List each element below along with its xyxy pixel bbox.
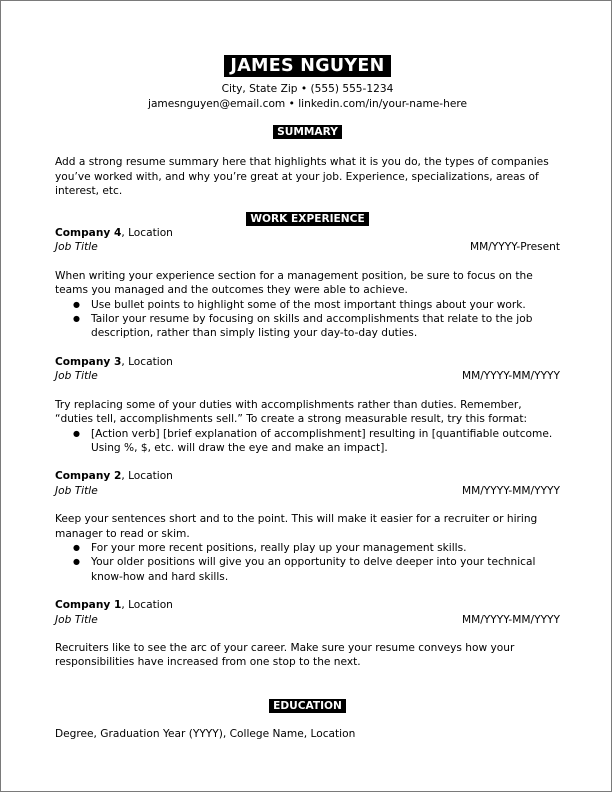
job-location: , Location <box>121 470 173 483</box>
education-heading-block <box>55 699 560 713</box>
job-entry <box>55 355 560 455</box>
job-title: Job Title <box>55 613 98 626</box>
job-company-line <box>55 469 560 483</box>
job-bullets <box>55 298 560 341</box>
job-company-line <box>55 355 560 369</box>
job-title-row <box>55 484 560 498</box>
resume-content <box>55 55 560 742</box>
job-description: When writing your experience section for a management position, be sure to focus on the teams you managed and the outcomes they were able to achieve. <box>55 269 533 297</box>
job-entry <box>55 598 560 670</box>
education-line: Degree, Graduation Year (YYYY), College Name, Location <box>55 728 356 741</box>
job-title-row <box>55 369 560 383</box>
contact-line-location-phone: City, State Zip • (555) 555-1234 <box>221 83 394 95</box>
job-bullet: ● Your older positions will give you an opportunity to delve deeper into your technical know-how and hard skills. <box>55 555 560 584</box>
job-dates: MM/YYYY-MM/YYYY <box>461 613 560 626</box>
job-dates: MM/YYYY-Present <box>469 241 560 254</box>
job-location: , Location <box>121 599 173 612</box>
job-company: Company 1 <box>55 599 122 612</box>
summary-heading-block <box>55 125 560 139</box>
summary-text: Add a strong resume summary here that highlights what it is you do, the types of companies you’ve worked with, and why you’re great at your job. Experience, specializations, areas of interest, etc. <box>55 156 549 198</box>
job-company-line <box>55 598 560 612</box>
job-dates: MM/YYYY-MM/YYYY <box>461 484 560 497</box>
summary-heading: SUMMARY <box>273 125 342 139</box>
job-entry <box>55 226 560 341</box>
name-block <box>55 55 560 79</box>
job-title-row <box>55 613 560 627</box>
job-company: Company 2 <box>55 470 122 483</box>
job-entry <box>55 469 560 584</box>
job-bullet: ● Use bullet points to highlight some of the most important things about your work. <box>55 298 560 312</box>
candidate-name: JAMES NGUYEN <box>224 55 390 77</box>
contact-line-email-linkedin: jamesnguyen@email.com • linkedin.com/in/your-name-here <box>148 97 467 110</box>
job-dates: MM/YYYY-MM/YYYY <box>461 370 560 383</box>
job-location: , Location <box>121 355 173 368</box>
job-description: Recruiters like to see the arc of your career. Make sure your resume conveys how your responsibilities have increased from one stop to the next. <box>55 641 515 669</box>
job-bullet: ● [Action verb] [brief explanation of accomplishment] resulting in [quantifiable outcome. Using %, $, etc. will draw the eye and make an impact]. <box>55 427 560 456</box>
education-heading: EDUCATION <box>269 699 346 713</box>
job-title: Job Title <box>55 370 98 383</box>
job-title-row <box>55 240 560 254</box>
job-title: Job Title <box>55 241 98 254</box>
job-company: Company 3 <box>55 355 122 368</box>
job-title: Job Title <box>55 484 98 497</box>
experience-heading: WORK EXPERIENCE <box>246 212 368 226</box>
job-company-line <box>55 226 560 240</box>
job-bullets <box>55 427 560 456</box>
job-bullet: ● Tailor your resume by focusing on skills and accomplishments that relate to the job description, rather than simply listing your day-to-day duties. <box>55 312 560 341</box>
experience-heading-block <box>55 212 560 226</box>
job-bullets <box>55 541 560 584</box>
job-bullet: ● For your more recent positions, really play up your management skills. <box>55 541 560 555</box>
job-description: Try replacing some of your duties with accomplishments rather than duties. Remember, “duties tell, accomplishments sell.” To create a strong measurable result, try this format: <box>55 398 528 426</box>
job-company: Company 4 <box>55 227 122 240</box>
job-location: , Location <box>121 227 173 240</box>
job-description: Keep your sentences short and to the point. This will make it easier for a recruiter or hiring manager to read or skim. <box>55 513 538 540</box>
